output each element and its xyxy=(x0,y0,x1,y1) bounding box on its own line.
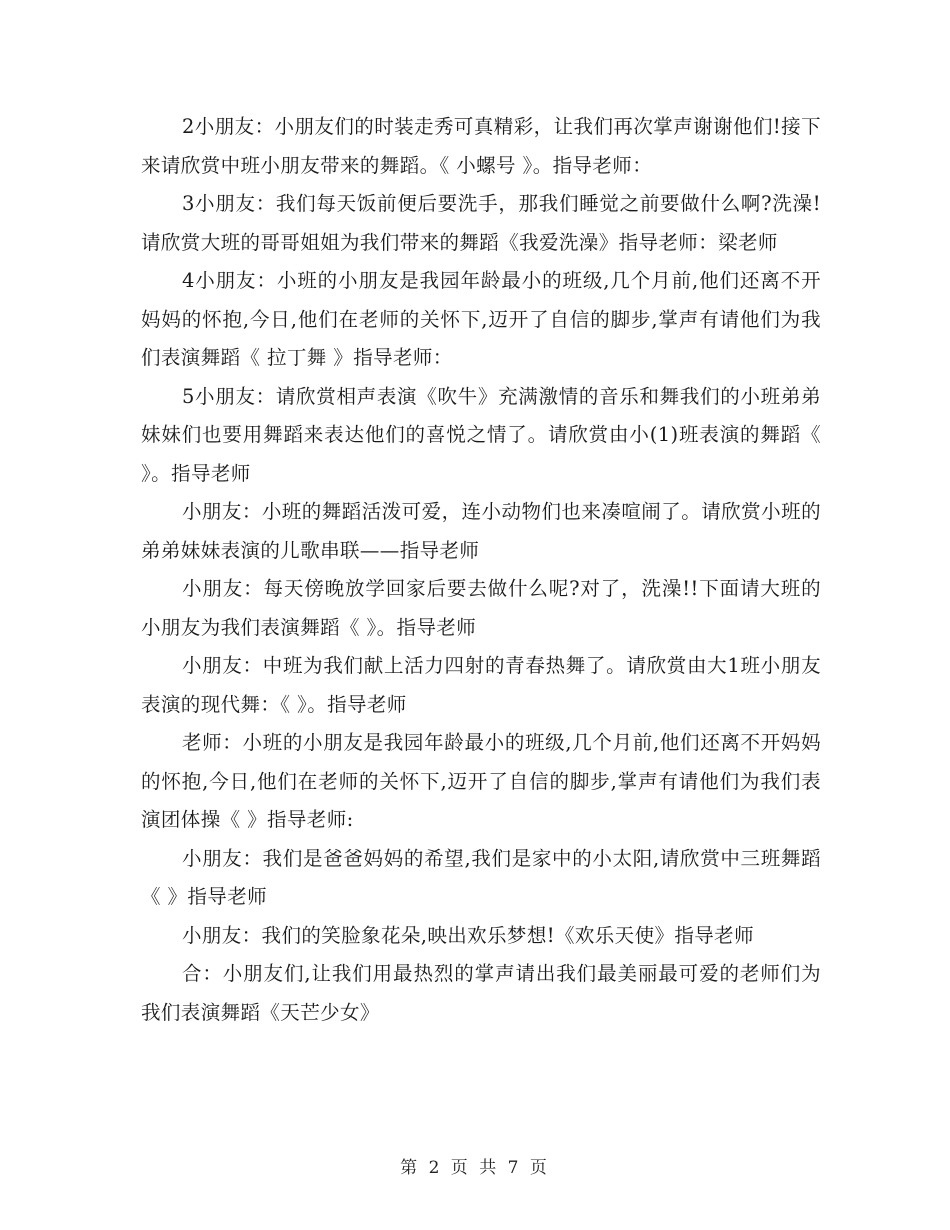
paragraph: 老师：小班的小朋友是我园年龄最小的班级,几个月前,他们还离不开妈妈的怀抱,今日,他们在老师的关怀下,迈开了自信的脚步,掌声有请他们为我们表演团体操《 》指导老师: xyxy=(141,731,821,831)
paragraph: 小朋友：小班的舞蹈活泼可爱，连小动物们也来凑喧闹了。请欣赏小班的弟弟妹妹表演的儿歌串联——指导老师 xyxy=(141,500,821,562)
paragraph: 2小朋友：小朋友们的时装走秀可真精彩，让我们再次掌声谢谢他们!接下来请欣赏中班小朋友带来的舞蹈。《 小螺号 》。指导老师： xyxy=(141,115,821,177)
document-body xyxy=(141,108,821,1032)
paragraph: 小朋友：我们的笑脸象花朵,映出欢乐梦想!《欢乐天使》指导老师 xyxy=(181,923,754,947)
paragraph: 合：小朋友们,让我们用最热烈的掌声请出我们最美丽最可爱的老师们为我们表演舞蹈《天芒少女》 xyxy=(141,962,821,1024)
paragraph: 小朋友：中班为我们献上活力四射的青春热舞了。请欣赏由大1班小朋友表演的现代舞：《 》。指导老师 xyxy=(141,654,821,716)
paragraph: 小朋友：我们是爸爸妈妈的希望,我们是家中的小太阳,请欣赏中三班舞蹈《 》指导老师 xyxy=(141,846,821,908)
paragraph: 4小朋友：小班的小朋友是我园年龄最小的班级,几个月前,他们还离不开妈妈的怀抱,今日,他们在老师的关怀下,迈开了自信的脚步,掌声有请他们为我们表演舞蹈《 拉丁舞 》指导老师： xyxy=(141,269,821,369)
page-number-footer: 第 2 页 共 7 页 xyxy=(400,1158,550,1178)
paragraph: 小朋友：每天傍晚放学回家后要去做什么呢?对了，洗澡!!下面请大班的小朋友为我们表演舞蹈《 》。指导老师 xyxy=(141,577,821,639)
paragraph: 5小朋友：请欣赏相声表演《吹牛》充满激情的音乐和舞我们的小班弟弟妹妹们也要用舞蹈来表达他们的喜悦之情了。请欣赏由小(1)班表演的舞蹈《 》。指导老师 xyxy=(141,384,821,485)
paragraph: 3小朋友：我们每天饭前便后要洗手，那我们睡觉之前要做什么啊?洗澡!请欣赏大班的哥哥姐姐为我们带来的舞蹈《我爱洗澡》指导老师：梁老师 xyxy=(141,192,821,254)
